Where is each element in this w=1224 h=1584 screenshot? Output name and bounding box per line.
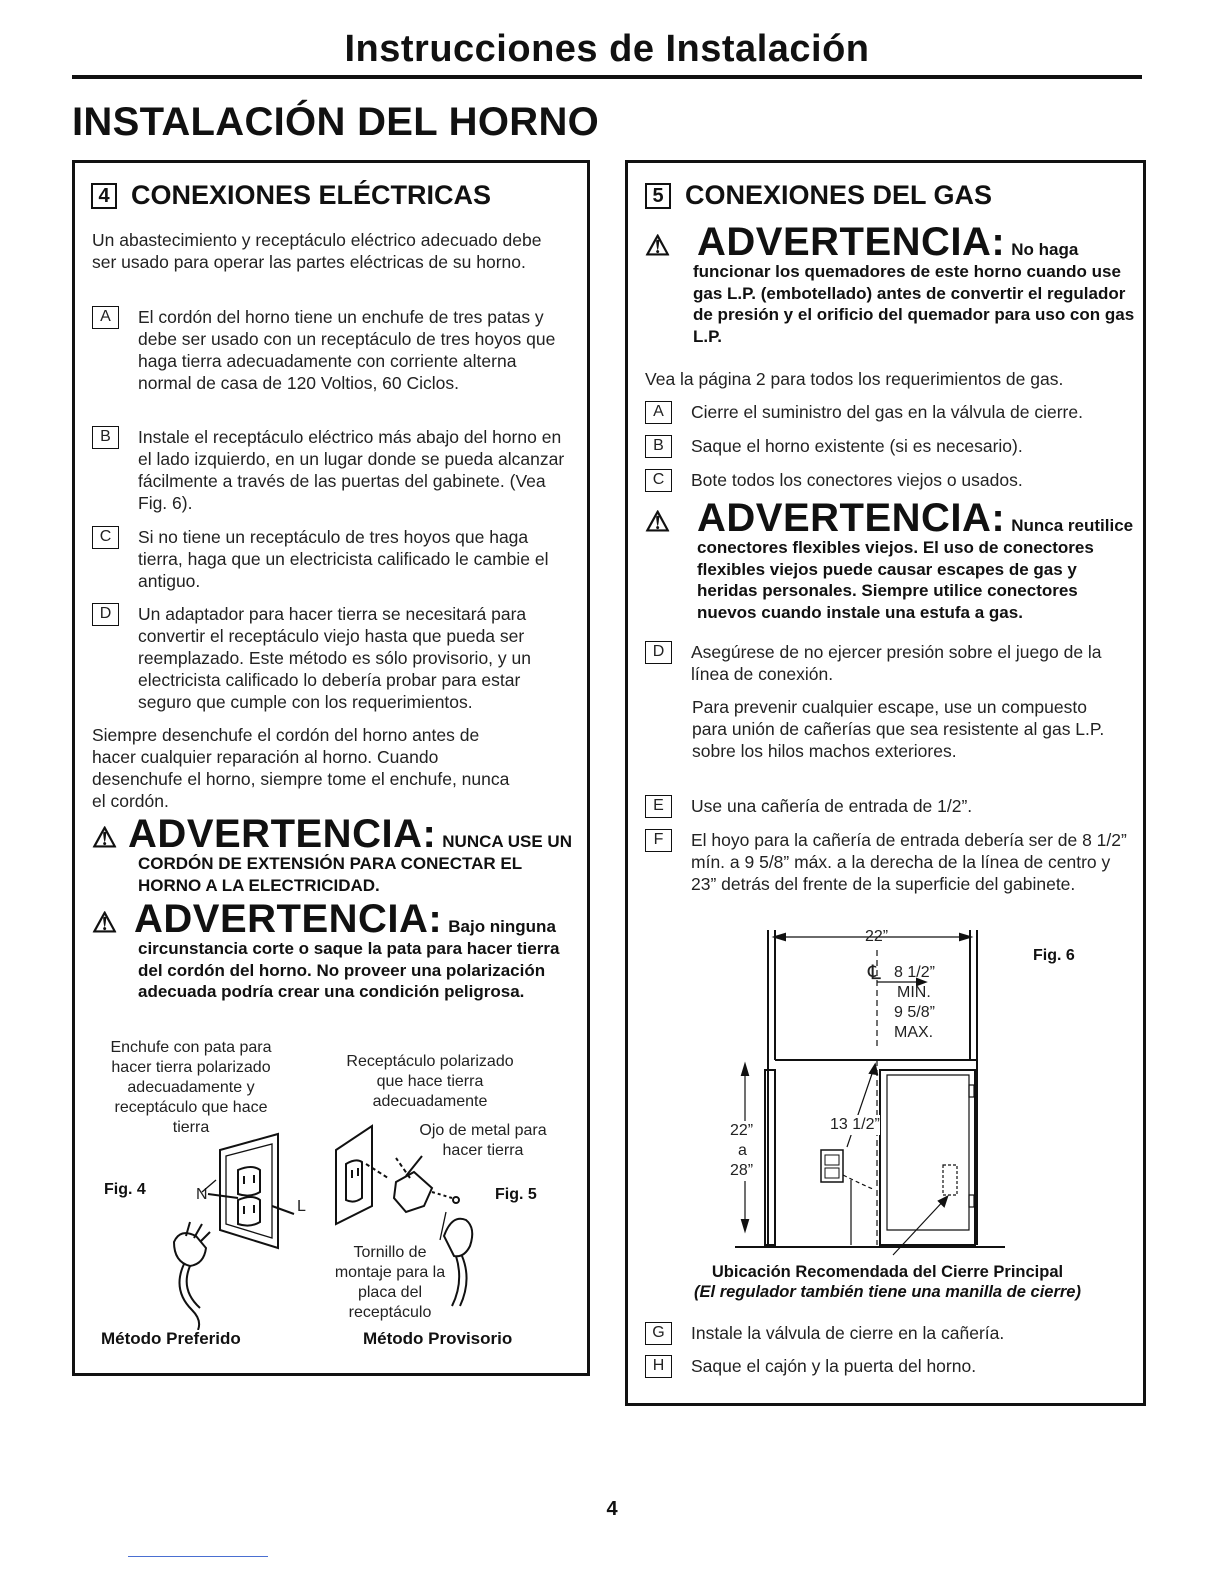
page-number: 4 xyxy=(606,1498,618,1520)
gas-see-page: Vea la página 2 para todos los requerimientos de gas. xyxy=(645,369,1064,389)
warning-word: ADVERTENCIA: xyxy=(697,496,1006,540)
dim-height-22: 22” xyxy=(730,1122,754,1139)
item-text: Saque el horno existente (si es necesario). xyxy=(691,436,1023,456)
item-text: El hoyo para la cañería de entrada debería ser de 8 1/2” mín. a 9 5/8” máx. a la derecha de la línea de centro y 23” detrás del frente de la superficie del gabinete. xyxy=(691,830,1127,894)
shutoff-location-title: Ubicación Recomendada del Cierre Principal xyxy=(711,1263,1064,1281)
electrical-intro: Un abastecimiento y receptáculo eléctrico adecuado debe ser usado para operar las partes eléctricas de su horno. xyxy=(92,230,542,272)
warning-lead: No haga xyxy=(1011,240,1079,259)
shutoff-location-subtitle: (El regulador también tiene una manilla de cierre) xyxy=(694,1283,1081,1301)
fig-6-label: Fig. 6 xyxy=(1033,947,1075,964)
fig-4-label: Fig. 4 xyxy=(104,1181,146,1198)
method-temporary: Método Provisorio xyxy=(363,1329,513,1348)
warning-body: funcionar los quemadores de este horno cuando use gas L.P. (embotellado) antes de convertir el regulador de presión y el orificio del quemador para uso con gas L.P. xyxy=(693,262,1135,346)
warning-triangle-icon: ⚠ xyxy=(92,907,118,938)
item-text: Instale la válvula de cierre en la cañería. xyxy=(691,1323,1005,1343)
gas-panel-heading xyxy=(645,180,992,211)
caption-receptacle: Receptáculo polarizado que hace tierra adecuadamente xyxy=(346,1053,514,1110)
warning-word: ADVERTENCIA: xyxy=(134,897,443,941)
warning-body: circunstancia corte o saque la pata para hacer tierra del cordón del horno. No proveer una polarización adecuada podría crear una condición peligrosa. xyxy=(138,939,560,1001)
gas-item-c xyxy=(645,469,1135,492)
warning-triangle-icon: ⚠ xyxy=(92,822,118,853)
item-text: Asegúrese de no ejercer presión sobre el juego de la línea de conexión. xyxy=(691,642,1102,684)
fig-5-label: Fig. 5 xyxy=(495,1186,537,1203)
item-label-box: B xyxy=(645,435,672,458)
item-text: Saque el cajón y la puerta del horno. xyxy=(691,1356,977,1376)
dim-height-to: a xyxy=(738,1142,747,1159)
warning-lead: NUNCA USE UN xyxy=(442,832,572,851)
fig4-plug xyxy=(174,1222,210,1330)
warning-lead: Nunca reutilice xyxy=(1011,516,1134,535)
warning-lp-gas xyxy=(645,220,1135,347)
warning-word: ADVERTENCIA: xyxy=(697,220,1006,264)
footer-rule xyxy=(128,1556,268,1557)
item-text: Un adaptador para hacer tierra se necesitará para convertir el receptáculo viejo hasta que pueda ser reemplazado. Este método es sólo provisorio, y un electricista calificado lo debería probar para estar seguro que cumple con los requerimientos. xyxy=(138,604,531,712)
gas-item-a xyxy=(645,401,1135,424)
dim-min-value: 8 1/2” xyxy=(894,964,935,981)
dim-min-label: MIN. xyxy=(897,984,931,1001)
outlet-illustration xyxy=(160,1120,500,1330)
gas-item-e xyxy=(645,795,1135,818)
item-label-box: B xyxy=(92,426,119,449)
fig4-outlet-plate xyxy=(202,1134,294,1248)
warning-lead: Bajo ninguna xyxy=(448,917,556,936)
electrical-item-c xyxy=(92,526,572,592)
neutral-label: N xyxy=(196,1186,208,1203)
electrical-item-d xyxy=(92,603,574,713)
dim-height-28: 28” xyxy=(730,1162,754,1179)
item-label-box: C xyxy=(645,469,672,492)
caption-plug: Enchufe con pata para hacer tierra polarizado adecuadamente y receptáculo que hace tierra xyxy=(110,1039,272,1136)
warning-ground-prong xyxy=(92,897,562,1003)
line-label: L xyxy=(297,1198,306,1215)
section-title: INSTALACIÓN DEL HORNO xyxy=(72,100,600,144)
gas-item-h xyxy=(645,1355,1135,1378)
warning-triangle-icon: ⚠ xyxy=(645,230,671,261)
electrical-panel-heading xyxy=(91,180,491,211)
page-header-title: Instrucciones de Instalación xyxy=(344,28,870,70)
gas-item-d xyxy=(645,641,1135,685)
header-rule xyxy=(72,75,1142,79)
gas-item-d-note: Para prevenir cualquier escape, use un compuesto para unión de cañerías que sea resistente al gas L.P. sobre los hilos machos exteriores. xyxy=(692,697,1105,761)
dim-diagonal: 13 1/2” xyxy=(830,1116,880,1133)
item-label-box: G xyxy=(645,1322,672,1345)
item-label-box: D xyxy=(92,603,119,626)
caption-grounding-eye: Ojo de metal para hacer tierra xyxy=(419,1122,547,1159)
dim-max-label: MAX. xyxy=(894,1024,934,1041)
electrical-panel-title: CONEXIONES ELÉCTRICAS xyxy=(131,180,492,210)
warning-body: CORDÓN DE EXTENSIÓN PARA CONECTAR EL HORNO A LA ELECTRICIDAD. xyxy=(138,854,522,895)
item-label-box: C xyxy=(92,526,119,549)
warning-body: conectores flexibles viejos. El uso de conectores flexibles viejos puede causar escapes de gas y heridas personales. Siempre utilice conectores nuevos cuando instale una estufa a gas. xyxy=(697,538,1094,622)
item-text: El cordón del horno tiene un enchufe de tres patas y debe ser usado con un receptáculo de tres hoyos que haga tierra adecuadamente con corriente alterna normal de casa de 120 Voltios, 60 Ciclos. xyxy=(138,307,556,393)
centerline-icon: ℄ xyxy=(868,962,881,984)
gas-panel-title: CONEXIONES DEL GAS xyxy=(685,180,993,210)
electrical-closing: Siempre desenchufe el cordón del horno antes de hacer cualquier reparación al horno. Cuando desenchufe el horno, siempre tome el enchufe, nunca el cordón. xyxy=(92,725,510,811)
item-text: Bote todos los conectores viejos o usados. xyxy=(691,470,1023,490)
caption-mounting-screw: Tornillo de montaje para la placa del receptáculo xyxy=(334,1244,446,1321)
item-label-box: A xyxy=(92,306,119,329)
gas-item-f xyxy=(645,829,1135,895)
item-label-box: E xyxy=(645,795,672,818)
item-text: Si no tiene un receptáculo de tres hoyos que haga tierra, haga que un electricista calificado le cambie el antiguo. xyxy=(138,527,549,591)
method-preferred: Método Preferido xyxy=(101,1329,241,1348)
item-label-box: F xyxy=(645,829,672,852)
item-label-box: H xyxy=(645,1355,672,1378)
item-text: Use una cañería de entrada de 1/2”. xyxy=(691,796,973,816)
fig5-outlet-and-adapter xyxy=(336,1126,472,1306)
gas-item-b xyxy=(645,435,1135,458)
step-number-box: 5 xyxy=(645,183,671,209)
item-text: Cierre el suministro del gas en la válvula de cierre. xyxy=(691,402,1083,422)
electrical-item-b xyxy=(92,426,572,514)
warning-word: ADVERTENCIA: xyxy=(128,812,437,856)
warning-extension-cord xyxy=(92,812,572,896)
item-label-box: D xyxy=(645,641,672,664)
warning-flexible-connectors xyxy=(645,496,1135,623)
item-label-box: A xyxy=(645,401,672,424)
dim-max-value: 9 5/8” xyxy=(894,1004,935,1021)
cabinet-cutout-diagram xyxy=(725,925,1040,1260)
dim-width-22: 22” xyxy=(865,928,889,945)
warning-triangle-icon: ⚠ xyxy=(645,506,671,537)
item-text: Instale el receptáculo eléctrico más abajo del horno en el lado izquierdo, en un lugar donde se pueda alcanzar fácilmente a través de las puertas del gabinete. (Vea Fig. 6). xyxy=(138,427,565,513)
gas-item-g xyxy=(645,1322,1135,1345)
step-number-box: 4 xyxy=(91,183,117,209)
electrical-item-a xyxy=(92,306,572,394)
